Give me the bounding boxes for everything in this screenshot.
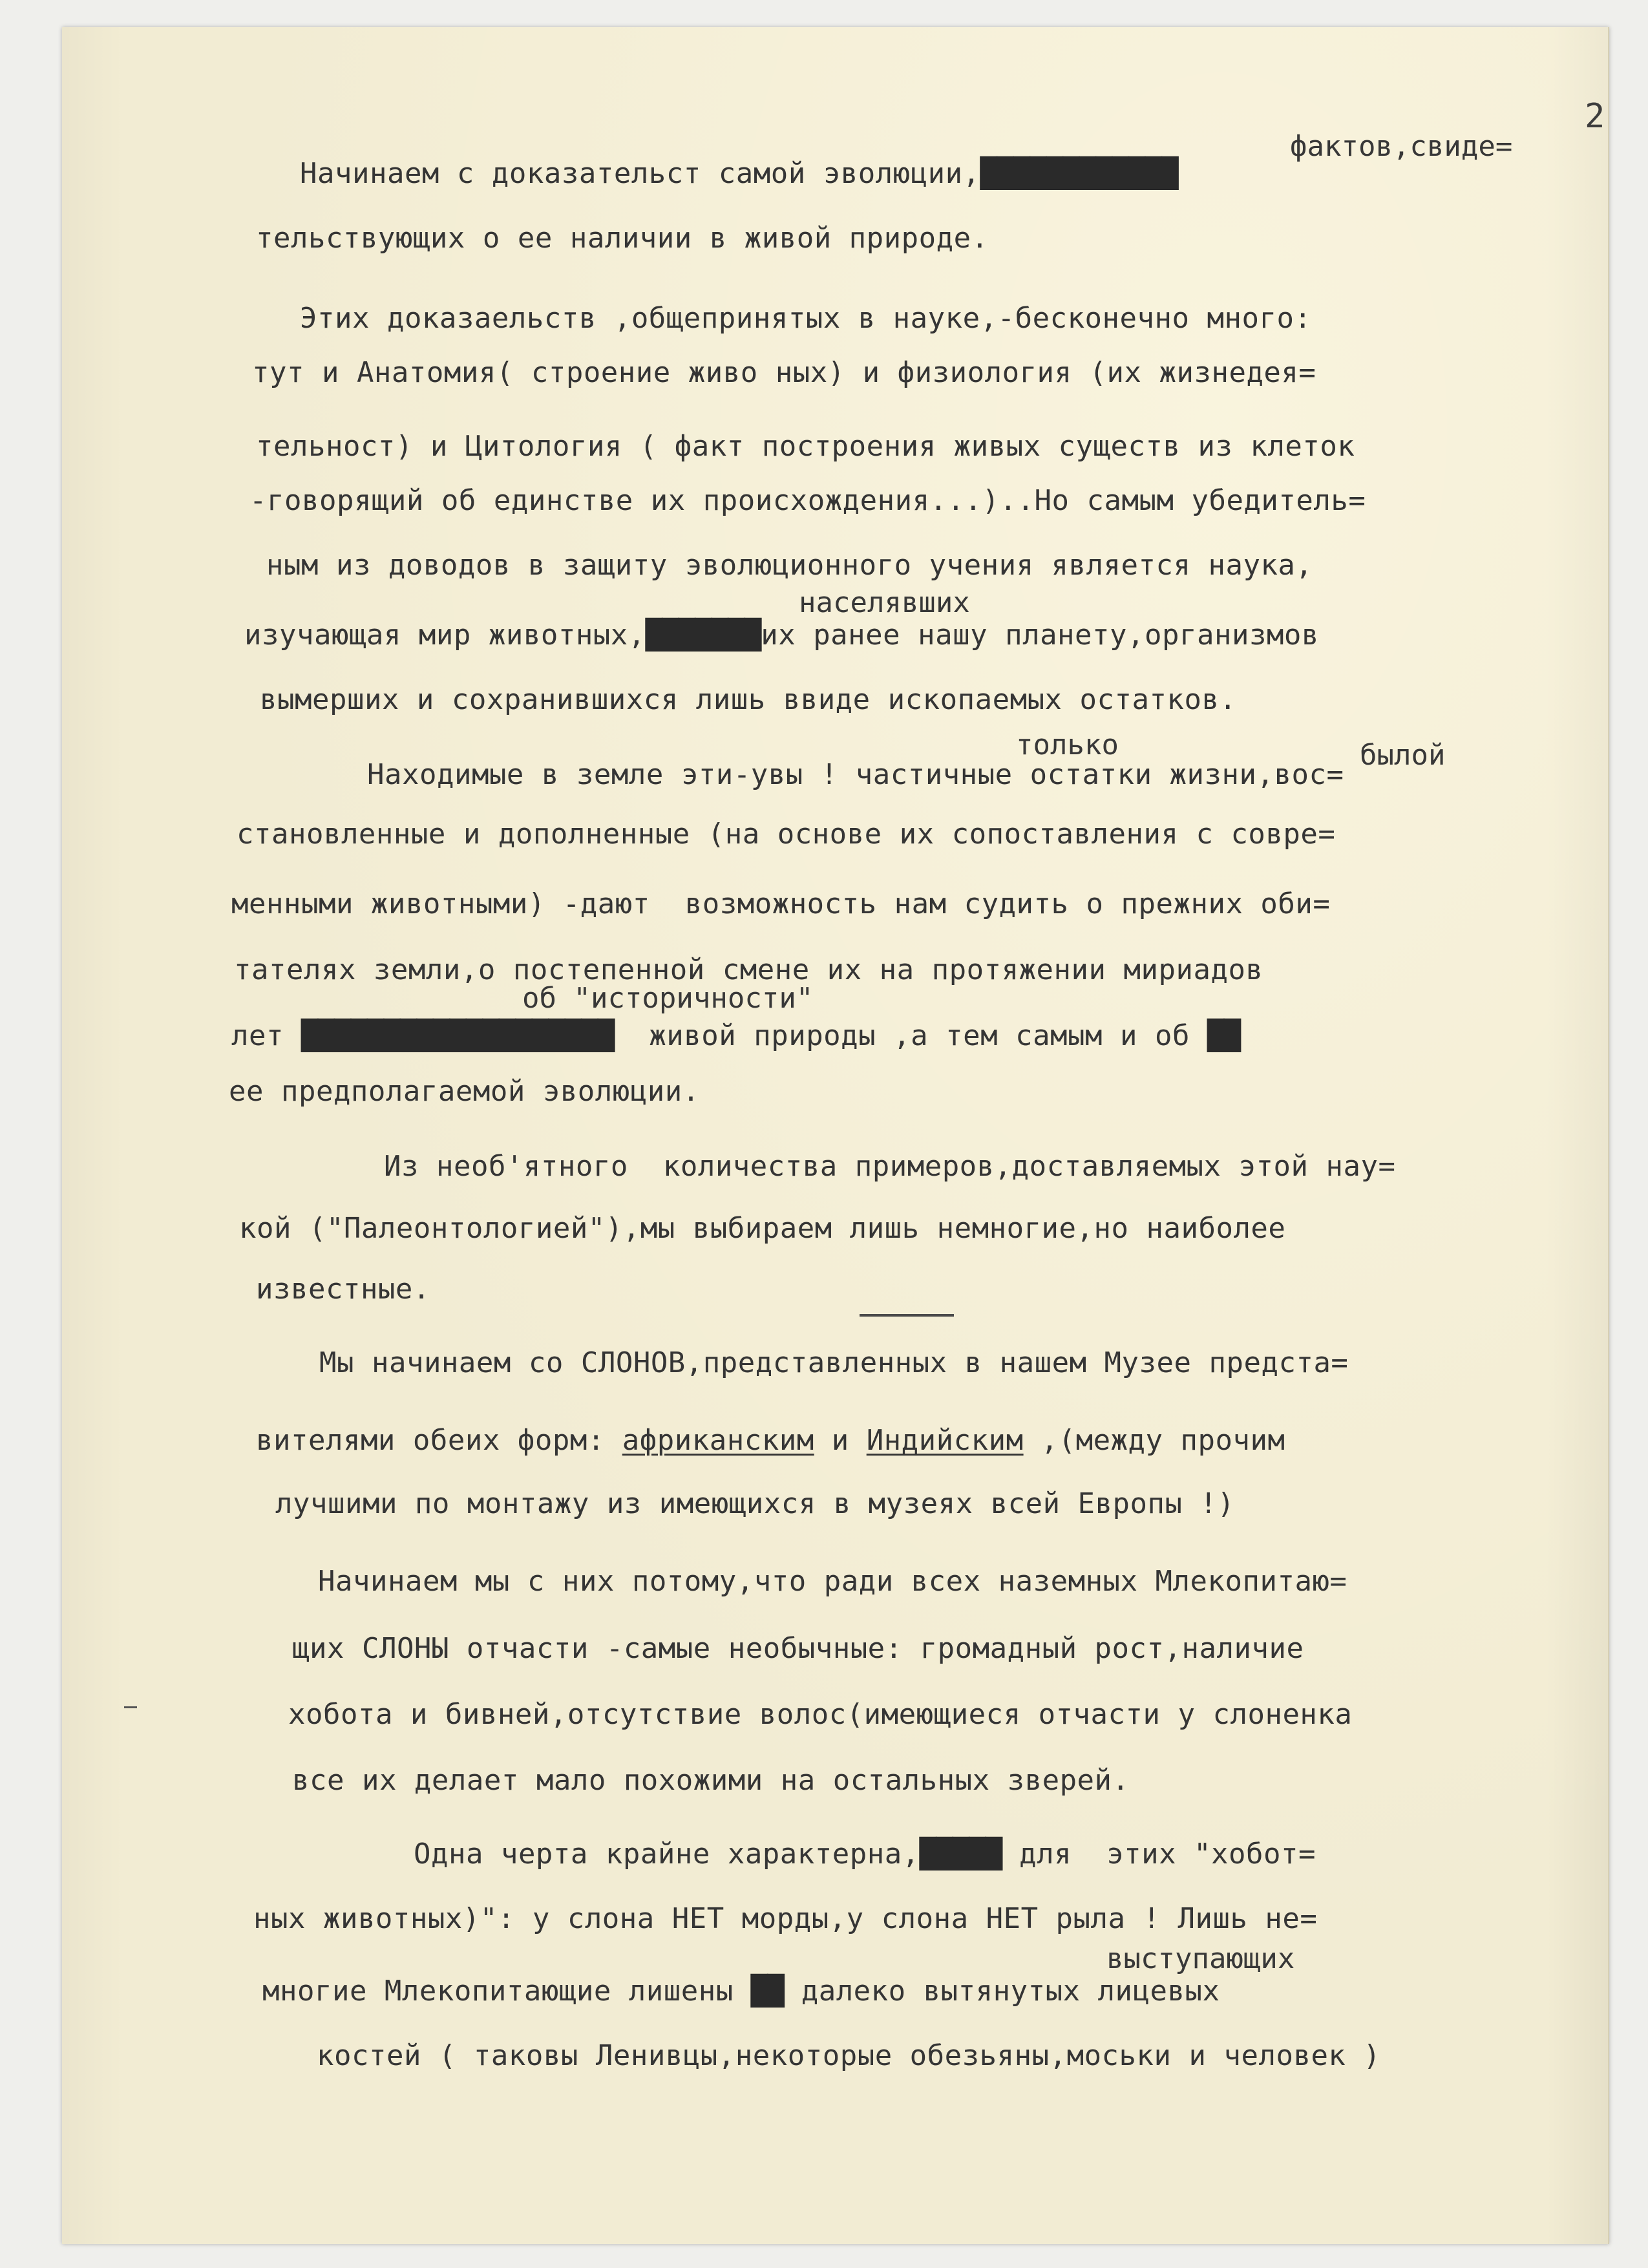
text-line: кой ("Палеонтологией"),мы выбираем лишь немногие,но наиболее xyxy=(239,1212,1286,1245)
text-line: ным из доводов в защиту эволюционного учения является наука, xyxy=(266,549,1313,582)
text-line: щих СЛОНЫ отчасти -самые необычные: громадный рост,наличие xyxy=(292,1632,1304,1665)
text-line: -говорящий об единстве их происхождения...)..Но самым убедитель= xyxy=(249,484,1366,517)
section-divider xyxy=(860,1314,954,1317)
text-line: становленные и дополненные (на основе их сопоставления с совре= xyxy=(237,818,1336,851)
text-line: ных животных)": у слона НЕТ морды,у слона НЕТ рыла ! Лишь не= xyxy=(253,1902,1318,1935)
text-line: Этих доказаельств ,общепринятых в науке,-бесконечно много: xyxy=(300,302,1312,335)
text-line: менными животными) -дают возможность нам судить о прежних оби= xyxy=(231,887,1331,920)
text-line: тут и Анатомия( строение живо ных) и физиология (их жизнедея= xyxy=(252,356,1316,389)
text-line: тельствующих о ее наличии в живой природе. xyxy=(256,222,989,255)
text-line: Начинаем мы с них потому,что ради всех наземных Млекопитаю= xyxy=(318,1565,1347,1598)
text-line: Мы начинаем со СЛОНОВ,представленных в нашем Музее предста= xyxy=(319,1346,1349,1379)
underlined-indian: Индийским xyxy=(866,1424,1024,1457)
text-line: лучшими по монтажу из имеющихся в музеях всей Европы !) xyxy=(275,1487,1235,1520)
strikeout: ███████ xyxy=(645,619,761,652)
text-line: Одна черта крайне характерна,█████ для этих "хобот= xyxy=(414,1838,1316,1871)
text-line: тельност) и Цитология ( факт построения живых существ из клеток xyxy=(256,430,1355,463)
strikeout: ██ xyxy=(1207,1019,1240,1052)
text-line: вителями обеих форм: африканским и Индийским ,(между прочим xyxy=(256,1424,1285,1457)
margin-mark xyxy=(124,1706,137,1708)
insertion-historicity: об "историчности" xyxy=(522,982,814,1015)
strikeout: ███████████████████ xyxy=(301,1019,615,1052)
insertion-facts: фактов,свиде= xyxy=(1290,130,1513,163)
text-line: Находимые в земле эти-увы ! частичные остатки жизни,вос= xyxy=(367,758,1344,791)
insertion-protruding: выступающих xyxy=(1106,1942,1295,1975)
text-line: хобота и бивней,отсутствие волос(имеющиеся отчасти у слоненка xyxy=(288,1698,1353,1731)
insertion-former: былой xyxy=(1360,739,1446,772)
text-line: известные. xyxy=(256,1273,430,1306)
document-page xyxy=(62,27,1609,2244)
text-line: многие Млекопитающие лишены ██ далеко вытянутых лицевых xyxy=(262,1975,1220,2008)
text-line: все их делает мало похожими на остальных зверей. xyxy=(292,1764,1130,1797)
strikeout: ██ xyxy=(750,1975,784,2008)
page-number: 2 xyxy=(1585,97,1605,136)
text-line: костей ( таковы Ленивцы,некоторые обезьяны,моськи и человек ) xyxy=(317,2039,1381,2072)
strikeout: █████ xyxy=(919,1838,1002,1871)
insertion-only: только xyxy=(1016,728,1119,761)
text-line: Начинаем с доказательст самой эволюции,████████████ xyxy=(300,157,1178,190)
text-line: ее предполагаемой эволюции. xyxy=(229,1075,700,1108)
strikeout: ████████████ xyxy=(980,157,1178,190)
text-line: вымерших и сохранившихся лишь ввиде ископаемых остатков. xyxy=(260,683,1237,716)
insertion-inhabiting: населявших xyxy=(799,586,970,619)
text-line: Из необ'ятного количества примеров,доставляемых этой нау= xyxy=(384,1150,1396,1183)
text-line: изучающая мир животных,███████их ранее нашу планету,организмов xyxy=(244,619,1319,652)
text-line: лет ███████████████████ живой природы ,а тем самым и об ██ xyxy=(231,1019,1240,1052)
text-line: тателях земли,о постепенной смене их на протяжении мириадов xyxy=(234,953,1263,986)
underlined-african: африканским xyxy=(622,1424,814,1457)
